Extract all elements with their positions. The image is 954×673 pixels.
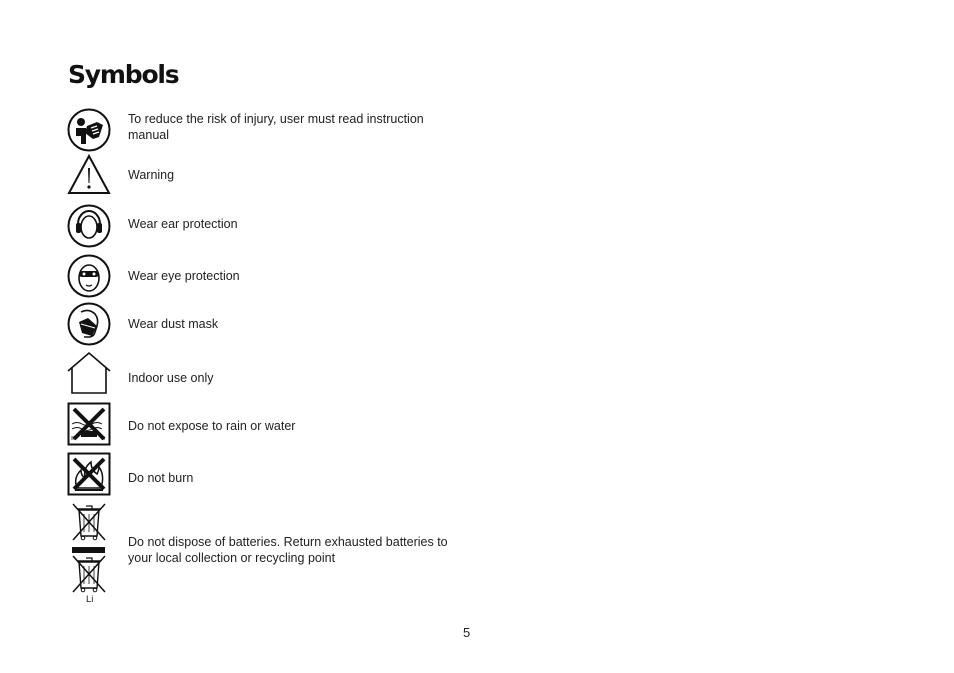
no-rain-text: Do not expose to rain or water — [128, 419, 296, 433]
no-rain-icon — [67, 402, 111, 446]
dust-mask-icon — [67, 302, 111, 346]
indoor-use-text: Indoor use only — [128, 371, 214, 385]
page-number: 5 — [463, 625, 471, 640]
eye-protection-icon — [67, 254, 111, 298]
warning-icon — [67, 153, 111, 197]
eye-protection-text: Wear eye protection — [128, 269, 240, 283]
battery-disposal-icon — [70, 501, 108, 541]
battery-type-label: Li — [86, 594, 94, 605]
ear-protection-icon — [67, 204, 111, 248]
page-title: Symbols — [68, 60, 179, 89]
warning-text: Warning — [128, 168, 175, 182]
battery-disposal-text: Do not dispose of batteries. Return exhausted batteries to your local collection or recycling point — [128, 535, 448, 565]
battery-disposal-li-icon — [70, 553, 108, 593]
dust-mask-text: Wear dust mask — [128, 317, 219, 331]
read-manual-icon — [67, 108, 111, 152]
no-burn-icon — [67, 452, 111, 496]
indoor-use-icon — [67, 351, 111, 395]
no-burn-text: Do not burn — [128, 471, 194, 485]
read-manual-text: To reduce the risk of injury, user must read instruction manual — [128, 112, 424, 142]
ear-protection-text: Wear ear protection — [128, 217, 238, 231]
